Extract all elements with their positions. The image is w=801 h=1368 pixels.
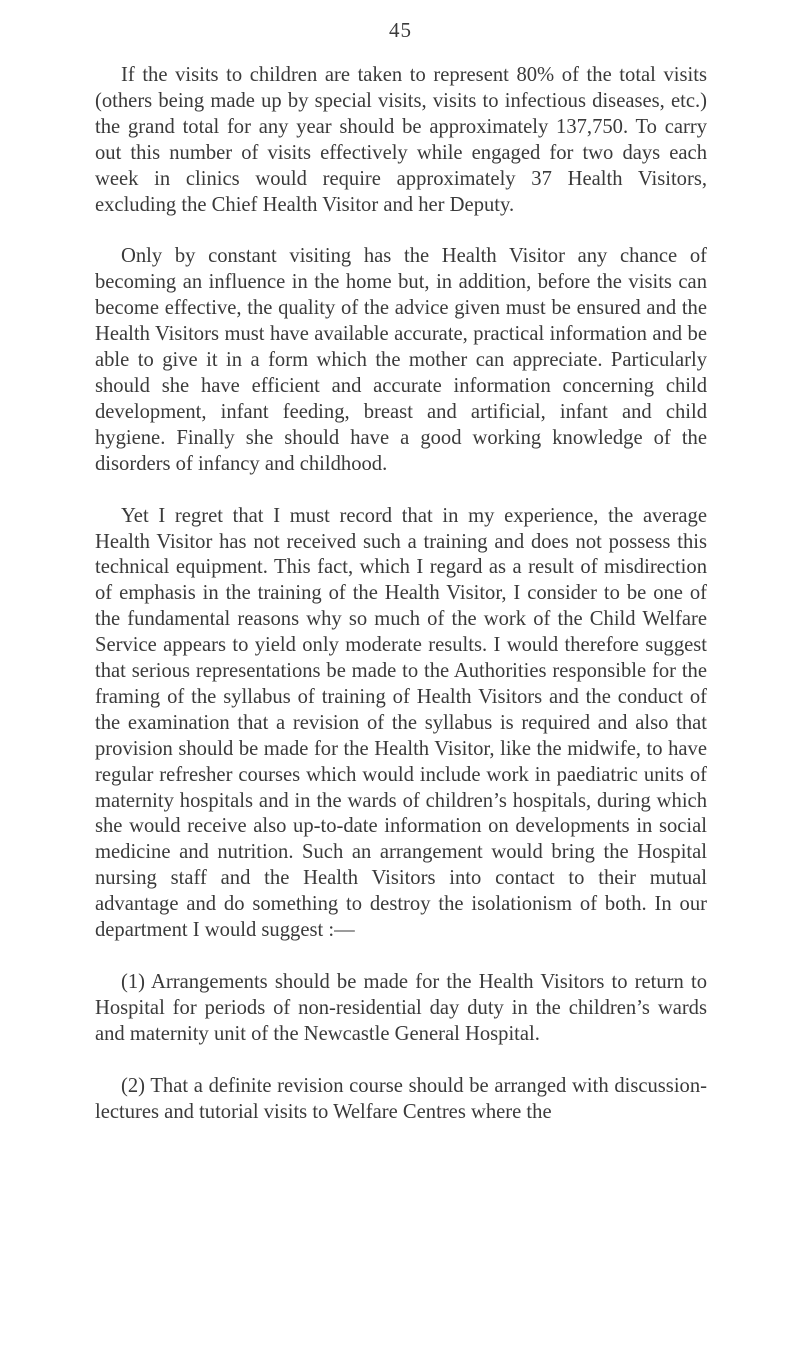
page-number: 45 (389, 18, 412, 42)
suggestion-item-1: (1) Arrangements should be made for the Health Visitors to return to Hospital for periods of non-residential day duty in the children’s wards and maternity unit of the Newcastle General Hospital. (95, 971, 707, 1045)
paragraph-visits-estimate: If the visits to children are taken to represent 80% of the total visits (others being made up by special visits, visits to infectious diseases, etc.) the grand total for any year should be approximately 137,750. To carry out this number of visits effectively while engaged for two days each week in clinics would require approximately 37 Health Visitors, excluding the Chief Health Visitor and her Deputy. (95, 64, 707, 216)
suggestion-item-2: (2) That a definite revision course should be arranged with discussion-lectures and tutorial visits to Welfare Centres where the (95, 1074, 707, 1123)
body-text (95, 63, 707, 1126)
paragraph-constant-visiting: Only by constant visiting has the Health Visitor any chance of becoming an influence in the home but, in addition, before the visits can become effective, the quality of the advice given must be ensured and the Health Visitors must have available accurate, practical information and be able to give it in a form which the mother can appreciate. Particularly should she have efficient and accurate information concerning child development, infant feeding, breast and artificial, infant and child hygiene. Finally she should have a good working knowledge of the disorders of infancy and childhood. (95, 245, 707, 475)
paragraph-training-regret: Yet I regret that I must record that in my experience, the average Health Visitor has not received such a training and does not possess this technical equipment. This fact, which I regard as a result of misdirection of emphasis in the training of the Health Visitor, I consider to be one of the fundamental reasons why so much of the work of the Child Welfare Service appears to yield only moderate results. I would therefore suggest that serious representations be made to the Authorities responsible for the framing of the syllabus of training of Health Visitors and the conduct of the examination that a revision of the syllabus is required and also that provision should be made for the Health Visitor, like the midwife, to have regular refresher courses which would include work in paediatric units of maternity hospitals and in the wards of children’s hospitals, during which she would receive also up-to-date information on developments in social medicine and nutrition. Such an arrangement would bring the Hospital nursing staff and the Health Visitors into contact to their mutual advantage and do something to destroy the isolationism of both. In our department I would suggest :— (95, 504, 707, 942)
